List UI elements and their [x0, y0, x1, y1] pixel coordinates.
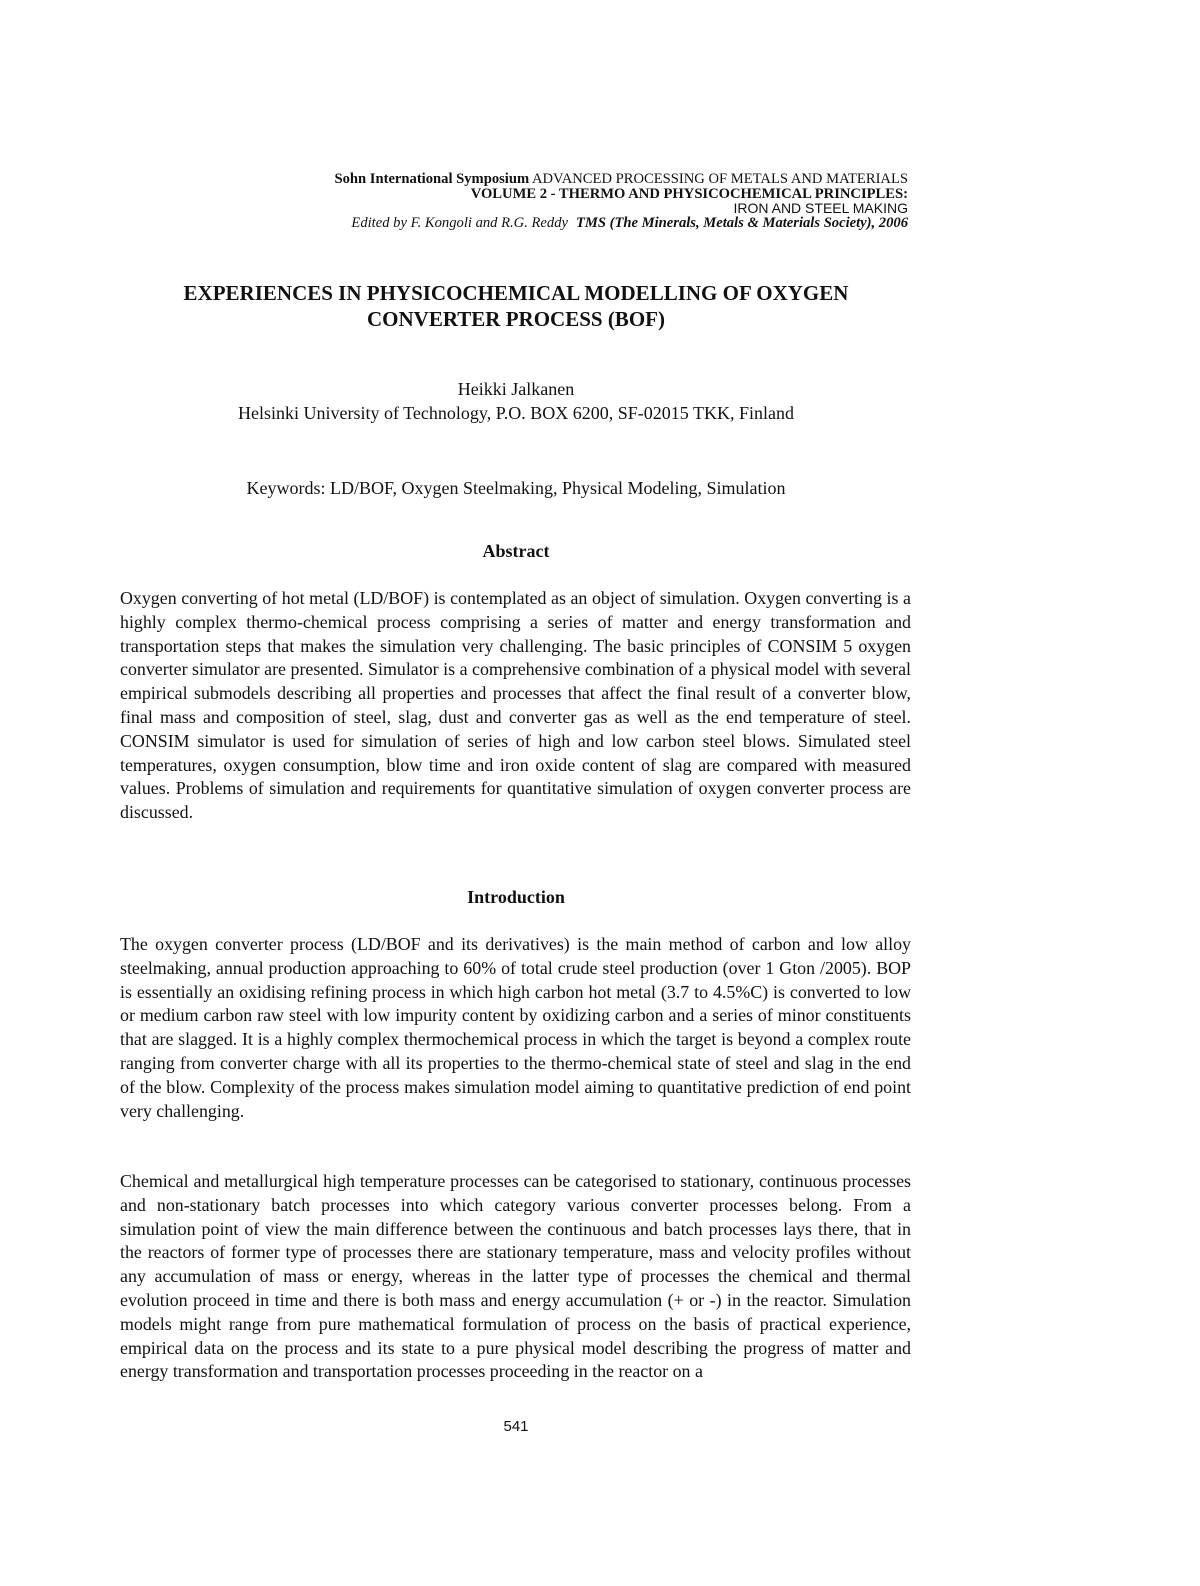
paper-title-line-2: CONVERTER PROCESS (BOF) — [367, 307, 665, 331]
introduction-paragraph-1: The oxygen converter process (LD/BOF and its derivatives) is the main method of carbon and low alloy steelmaking, annual production approaching to 60% of total crude steel production (over 1 Gton /2005). BOP is essentially an oxidising refining process in which high carbon hot metal (3.7 to 4.5%C) is converted to low or medium carbon raw steel with low impurity content by oxidizing carbon and a series of minor constituents that are slagged. It is a highly complex thermochemical process in which the target is beyond a complex route ranging from converter charge with all its properties to the thermo-chemical state of steel and slag in the end of the blow. Complexity of the process makes simulation model aiming to quantitative prediction of end point very challenging. — [120, 934, 911, 1121]
keywords: Keywords: LD/BOF, Oxygen Steelmaking, Physical Modeling, Simulation — [246, 478, 786, 498]
introduction-heading: Introduction — [467, 887, 565, 907]
paper-title — [120, 280, 912, 332]
header-publisher: TMS (The Minerals, Metals & Materials Society), 2006 — [575, 214, 908, 231]
header-volume-topic: IRON AND STEEL MAKING — [733, 200, 908, 217]
symposium-name: Sohn International Symposium — [334, 171, 530, 187]
introduction-paragraph-2: Chemical and metallurgical high temperature processes can be categorised to stationary, continuous processes and non-stationary batch processes into which category various converter processes belong. From a simulation point of view the main difference between the continuous and batch processes lays there, that in the reactors of former type of processes there are stationary temperature, mass and velocity profiles without any accumulation of mass or energy, whereas in the latter type of processes the chemical and thermal evolution proceed in time and there is both mass and energy accumulation (+ or -) in the reactor. Simulation models might range from pure mathematical formulation of process on the basis of practical experience, empirical data on the process and its state to a pure physical model describing the progress of matter and energy transformation and transportation processes proceeding in the reactor on a — [120, 1171, 911, 1382]
author-block — [120, 377, 912, 425]
abstract-heading: Abstract — [482, 541, 550, 561]
symposium-subtitle: ADVANCED PROCESSING OF METALS AND MATERIALS — [529, 171, 908, 187]
page-number: 541 — [503, 1418, 529, 1435]
paper-title-line-1: EXPERIENCES IN PHYSICOCHEMICAL MODELLING OF OXYGEN — [183, 281, 849, 305]
header-editors: Edited by F. Kongoli and R.G. Reddy — [351, 214, 568, 231]
abstract-text: Oxygen converting of hot metal (LD/BOF) is contemplated as an object of simulation. Oxygen converting is a highly complex thermo-chemical process comprising a series of matter and energy transformation and transportation steps that makes the simulation very challenging. The basic principles of CONSIM 5 oxygen converter simulator are presented. Simulator is a comprehensive combination of a physical model with several empirical submodels describing all properties and processes that affect the final result of a converter blow, final mass and composition of steel, slag, dust and converter gas as well as the end temperature of steel. CONSIM simulator is used for simulation of series of high and low carbon steel blows. Simulated steel temperatures, oxygen consumption, blow time and iron oxide content of slag are compared with measured values. Problems of simulation and requirements for quantitative simulation of oxygen converter process are discussed. — [120, 588, 911, 823]
proceedings-header — [88, 172, 908, 230]
author-affiliation: Helsinki University of Technology, P.O. BOX 6200, SF-02015 TKK, Finland — [238, 403, 794, 423]
author-name: Heikki Jalkanen — [457, 379, 575, 399]
header-line-4 — [88, 216, 908, 231]
header-volume: VOLUME 2 - THERMO AND PHYSICOCHEMICAL PRINCIPLES: — [470, 185, 908, 202]
header-line-1 — [88, 172, 908, 187]
